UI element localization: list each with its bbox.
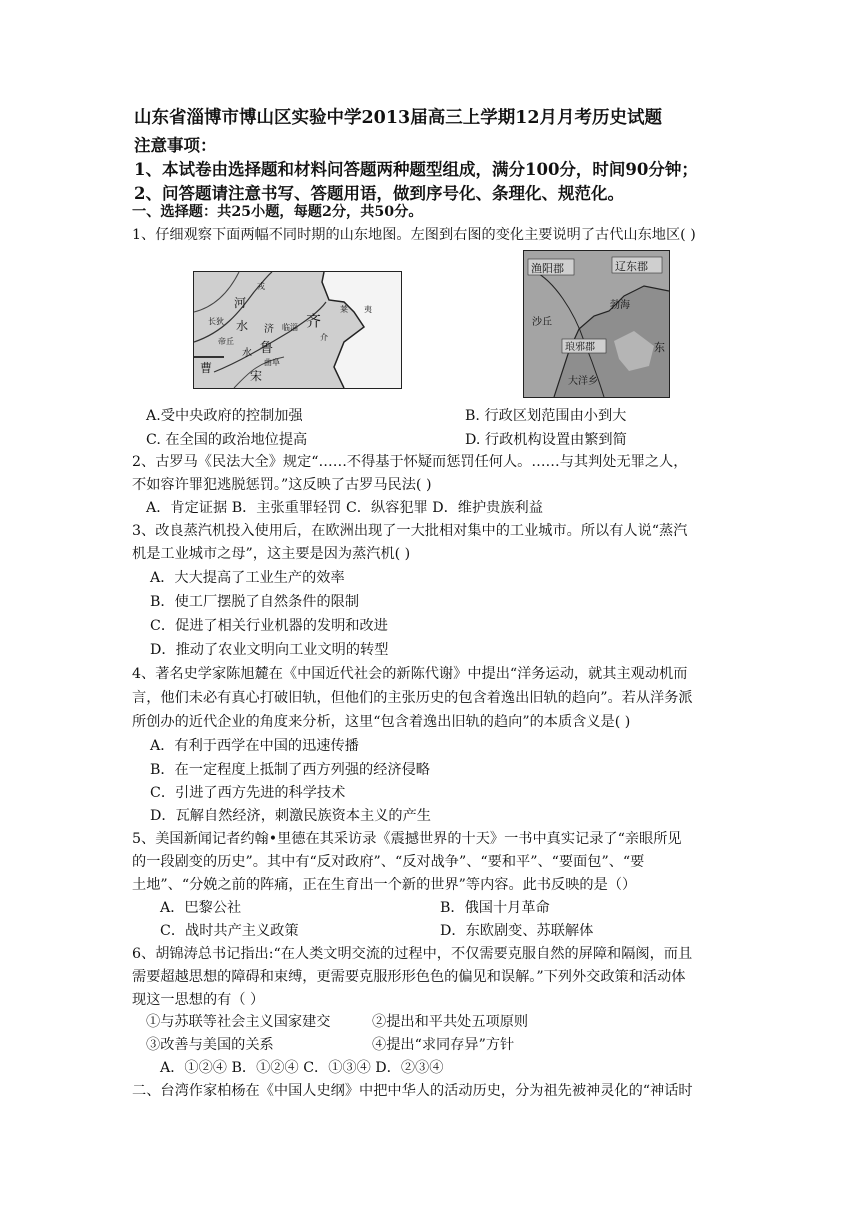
option: C. 在全国的政治地位提高: [146, 432, 308, 448]
svg-text:临淄: 临淄: [282, 323, 298, 332]
option: A．大大提高了工业生产的效率: [150, 570, 345, 586]
option-row: A．肯定证据 B．主张重罪轻罚 C．纵容犯罪 D．维护贵族利益: [146, 500, 543, 516]
svg-text:大洋乡: 大洋乡: [568, 376, 598, 387]
question-stem: 1、仔细观察下面两幅不同时期的山东地图。左图到右图的变化主要说明了古代山东地区( ): [132, 227, 696, 243]
notice-item: 2、问答题请注意书写、答题用语，做到序号化、条理化、规范化。: [134, 184, 624, 203]
svg-text:曲阜: 曲阜: [264, 358, 280, 367]
svg-text:长狄: 长狄: [208, 317, 224, 326]
option: B．使工厂摆脱了自然条件的限制: [150, 594, 360, 610]
question-stem: 言，他们未必有真心打破旧轨，但他们的主张历史的包含着逸出旧轨的趋向”。若从洋务派: [132, 690, 693, 706]
svg-text:介: 介: [320, 333, 328, 342]
list-item: ④提出“求同存异”方针: [372, 1037, 515, 1053]
map-left: [193, 271, 402, 389]
question-stem: 6、胡锦涛总书记指出:“在人类文明交流的过程中，不仅需要克服自然的屏障和隔阂，而且: [132, 946, 693, 962]
option: D. 行政机构设置由繁到简: [465, 432, 627, 448]
svg-text:河: 河: [234, 296, 247, 310]
section-line: 二、台湾作家柏杨在《中国人史纲》中把中华人的活动历史，分为祖先被神灵化的“神话时: [132, 1083, 693, 1099]
svg-text:宋: 宋: [250, 369, 263, 383]
notice-item: 1、本试卷由选择题和材料问答题两种题型组成，满分100分，时间90分钟；: [134, 160, 698, 179]
question-stem: 3、改良蒸汽机投入使用后，在欧洲出现了一大批相对集中的工业城市。所以有人说“蒸汽: [132, 523, 688, 539]
svg-text:戎: 戎: [257, 282, 265, 291]
svg-text:东: 东: [654, 341, 665, 354]
svg-text:琅邪郡: 琅邪郡: [565, 342, 595, 353]
option: D．推动了农业文明向工业文明的转型: [150, 642, 389, 658]
page-title: 山东省淄博市博山区实验中学2013届高三上学期12月月考历史试题: [134, 108, 663, 128]
question-stem: 5、美国新闻记者约翰•里德在其采访录《震撼世界的十天》一书中真实记录了“亲眼所见: [132, 831, 682, 847]
question-stem: 机是工业城市之母”，这主要是因为蒸汽机( ): [132, 546, 411, 562]
svg-text:济: 济: [264, 324, 274, 335]
svg-text:水: 水: [236, 319, 249, 333]
svg-text:曹: 曹: [200, 361, 213, 375]
question-stem: 土地”、“分娩之前的阵痛，正在生育出一个新的世界”等内容。此书反映的是（）: [132, 877, 637, 893]
option: D．瓦解自然经济，刺激民族资本主义的产生: [150, 808, 431, 824]
option: A．巴黎公社: [160, 900, 242, 916]
svg-text:水: 水: [242, 348, 252, 359]
question-stem: 所创办的近代企业的角度来分析，这里“包含着逸出旧轨的趋向”的本质含义是( ): [132, 714, 631, 730]
option: B．在一定程度上抵制了西方列强的经济侵略: [150, 762, 430, 778]
notice-heading: 注意事项：: [134, 136, 217, 155]
option: B. 行政区划范围由小到大: [465, 408, 627, 424]
map-right: [523, 250, 670, 398]
svg-text:渔阳郡: 渔阳郡: [531, 262, 564, 275]
question-stem: 4、著名史学家陈旭麓在《中国近代社会的新陈代谢》中提出“洋务运动，就其主观动机而: [132, 666, 688, 682]
svg-text:夷: 夷: [364, 305, 372, 314]
option: B．俄国十月革命: [440, 900, 550, 916]
option: A．有利于西学在中国的迅速传播: [150, 738, 359, 754]
list-item: ②提出和平共处五项原则: [372, 1014, 529, 1030]
option: A.受中央政府的控制加强: [146, 408, 303, 424]
option: C．促进了相关行业机器的发明和改进: [150, 618, 388, 634]
option: D．东欧剧变、苏联解体: [440, 923, 594, 939]
svg-text:齐: 齐: [306, 312, 322, 330]
question-stem: 现这一思想的有（ ）: [132, 992, 265, 1008]
question-stem: 2、古罗马《民法大全》规定“……不得基于怀疑而惩罚任何人。……与其判处无罪之人，: [132, 454, 688, 470]
svg-text:鲁: 鲁: [260, 341, 274, 356]
option: C．战时共产主义政策: [160, 923, 299, 939]
section-heading: 一、选择题：共25小题，每题2分，共50分。: [132, 204, 423, 220]
list-item: ①与苏联等社会主义国家建交: [146, 1014, 331, 1030]
svg-text:帝丘: 帝丘: [218, 337, 234, 346]
question-stem: 需要超越思想的障碍和束缚，更需要克服形形色色的偏见和误解。”下列外交政策和活动体: [132, 969, 686, 985]
svg-text:莱: 莱: [340, 305, 348, 314]
option: C．引进了西方先进的科学技术: [150, 785, 346, 801]
question-stem: 的一段剧变的历史”。其中有“反对政府”、“反对战争”、“要和平”、“要面包”、“要: [132, 854, 645, 870]
list-item: ③改善与美国的关系: [146, 1037, 274, 1053]
svg-text:沙丘: 沙丘: [532, 317, 552, 328]
svg-text:勃海: 勃海: [610, 300, 630, 311]
option-row: A．①②④ B．①②④ C．①③④ D．②③④: [160, 1060, 444, 1076]
question-stem: 不如容许罪犯逃脱惩罚。”这反映了古罗马民法( ): [132, 477, 432, 493]
svg-text:辽东郡: 辽东郡: [615, 260, 648, 273]
